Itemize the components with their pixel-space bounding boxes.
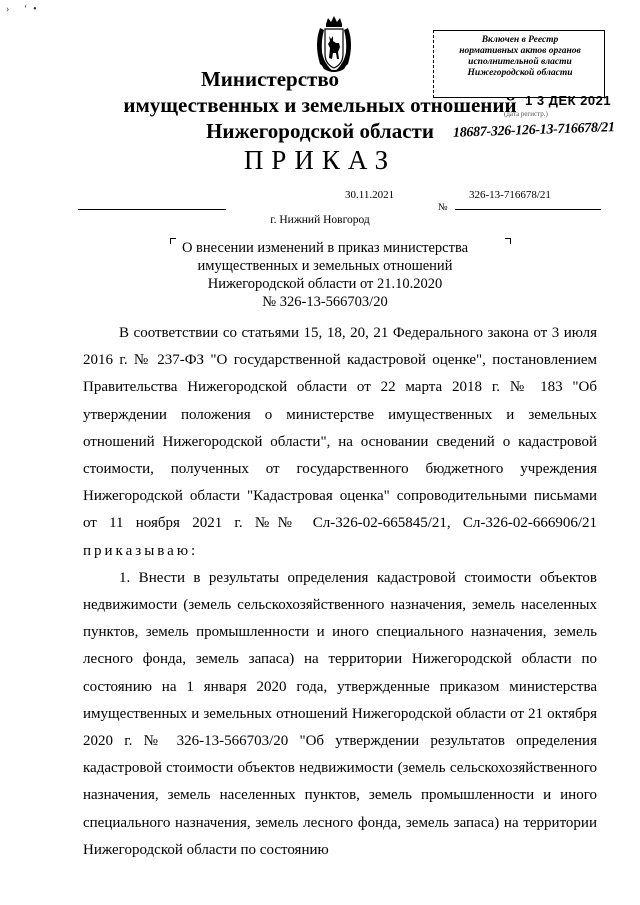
number-sign: № [438,202,448,213]
subject-line: имущественных и земельных отношений [197,258,453,274]
org-title-line3: Нижегородской области [206,119,434,143]
date-underline [78,209,226,210]
subject-line: О внесении изменений в приказ министерства [181,240,469,256]
registration-date: 1 3 ДЕК 2021 [525,93,612,108]
order-body [83,320,597,864]
stamp-line: нормативных актов органов [459,46,581,56]
stamp-line: Включен в Реестр [481,35,559,45]
number-underline [455,209,601,210]
subject-bracket-right [505,238,511,244]
registration-date-label: (дата регистр.) [504,110,548,118]
order-date: 30.11.2021 [345,189,395,201]
body-paragraph-preamble [83,320,597,565]
city-label: г. Нижний Новгород [270,214,370,226]
subject-line: № 326-13-566703/20 [262,294,388,310]
preamble-text: В соответствии со статьями 15, 18, 20, 21 Федерального закона от 3 июля 2016 г. № 237-ФЗ "О государственной кадастровой оценке", постановлением Правительства Нижегородской области от 22 марта 2018 г. № 183 "Об утверждении положения о министерстве имущественных и земельных отношений Нижегородской области", на основании сведений о кадастровой стоимости, полученных от государственного бюджетного учреждения Нижегородской области "Кадастровая оценка" сопроводительными письмами от 11 ноября 2021 г. №№ Сл-326-02-665845/21, Сл-326-02-666906/21 [83,325,597,532]
document-type-title: ПРИКАЗ [243,145,397,175]
stamp-line: Нижегородской области [467,68,573,78]
registration-number: 18687-326-126-13-716678/21 [452,120,615,141]
org-title-line1: Министерство [200,67,340,91]
coat-of-arms-emblem [312,14,356,74]
body-paragraph-item1: 1. Внести в результаты определения кадастровой стоимости объектов недвижимости (земель сельскохозяйственного назначения, земель населенных пунктов, земель промышленности и иного специального назначения, земель лесного фонда, земель запаса) на территории Нижегородской области по состоянию на 1 января 2020 года, утвержденные приказом министерства имущественных и земельных отношений Нижегородской области от 21 октября 2020 г. № 326-13-566703/20 "Об утверждении результатов определения кадастровой стоимости объектов недвижимости (земель сельскохозяйственного назначения, земель населенных пунктов, земель промышленности и иного специального назначения, земель лесного фонда, земель запаса) на территории Нижегородской области по состоянию [83,569,597,858]
order-number: 326-13-716678/21 [469,189,551,201]
order-directive: приказываю: [83,542,199,559]
corner-scan-marks: › ‘• [6,4,43,15]
subject-line: Нижегородской области от 21.10.2020 [207,276,443,292]
org-title-line2: имущественных и земельных отношений [123,93,517,117]
order-subject [160,239,490,311]
stamp-line: исполнительной власти [468,57,572,67]
